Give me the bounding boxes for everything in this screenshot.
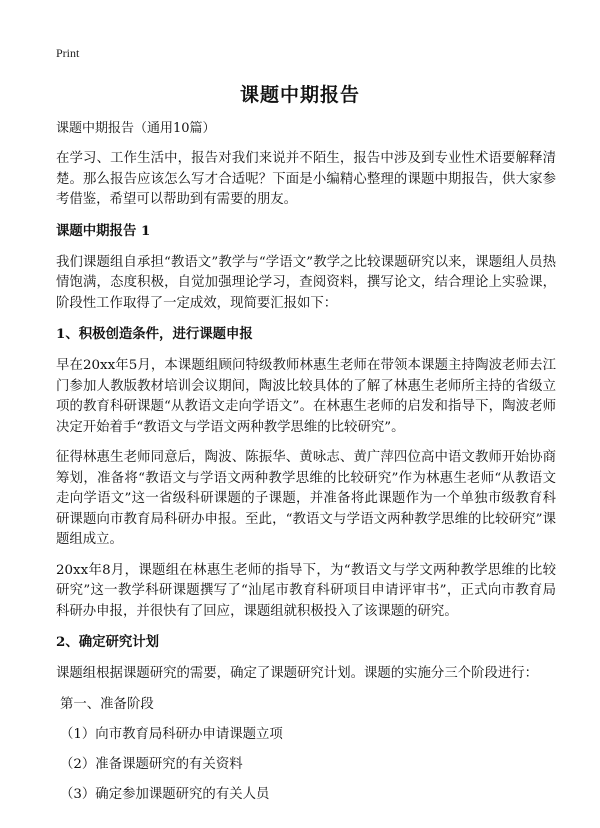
list-item: （3）确定参加课题研究的有关人员 [60, 786, 270, 802]
intro-paragraph: 在学习、工作生活中，报告对我们来说并不陌生，报告中涉及到专业性术语要解释清楚。那么报告应该怎么写才合适呢？下面是小编精心整理的课题中期报告，供大家参考借鉴，希望可以帮助到有需要的朋友。 [56, 151, 556, 207]
list-item: （1）向市教育局科研办申请课题立项 [60, 726, 283, 742]
page-title: 课题中期报告 [239, 84, 360, 106]
document-subtitle: 课题中期报告（通用10篇） [56, 121, 216, 136]
application-paragraph-2: 征得林惠生老师同意后，陶波、陈振华、黄咏志、黄广萍四位高中语文教师开始协商筹划，准备将“教语文与学语文两种教学思维的比较研究”作为林惠生老师“从教语文走向学语文”这一省级科研课题的子课题，并准备将此课题作为一个单独市级教育科研课题向市教育局科研办申报。至此，“教语文与学语文两种教学思维的比较研究”课题组成立。 [56, 450, 556, 547]
application-paragraph-3: 20xx年8月，课题组在林惠生老师的指导下，为“教语文与学文两种教学思维的比较研究”这一教学科研课题撰写了“汕尾市教育科研项目申请评审书”，正式向市教育局科研办申报，并很快有了回应，课题组就积极投入了该课题的研究。 [56, 562, 556, 619]
application-paragraph-1: 早在20xx年5月，本课题组顾问特级教师林惠生老师在带领本课题主持陶波老师去江门参加人教版教材培训会议期间，陶波比较具体的了解了林惠生老师所主持的省级立项的教育科研课题“从教语文走向学语文”。在林惠生老师的启发和指导下，陶波老师决定开始着手“教语文与学语文两种教学思维的比较研究”。 [56, 358, 556, 435]
document-body [56, 119, 556, 815]
plan-paragraph: 课题组根据课题研究的需要，确定了课题研究计划。课题的实施分三个阶段进行： [56, 666, 539, 681]
section-heading-plan: 2、确定研究计划 [56, 634, 160, 650]
section-heading-report-1: 课题中期报告 1 [56, 222, 151, 239]
section-heading-application: 1、积极创造条件，进行课题申报 [56, 326, 253, 342]
print-link[interactable]: Print [56, 46, 80, 60]
report-1-paragraph: 我们课题组自承担“教语文”教学与“学语文”教学之比较课题研究以来，课题组人员热情饱满，态度积极，自觉加强理论学习，查阅资料，撰写论文，结合理论上实验课，阶段性工作取得了一定成效，现简要汇报如下： [56, 254, 556, 311]
list-item: （2）准备课题研究的有关资料 [60, 756, 243, 772]
stage-label: 第一、准备阶段 [60, 696, 154, 712]
